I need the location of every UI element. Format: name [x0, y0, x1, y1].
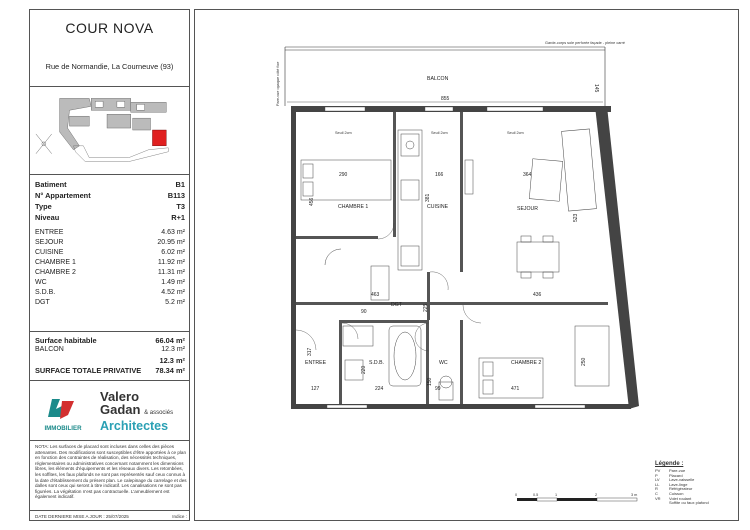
dim: 90: [361, 309, 367, 315]
dim: 166: [435, 172, 444, 178]
divider: [30, 380, 189, 381]
room-area-row: WC 1.49 m²: [35, 279, 185, 286]
spec-batiment: Batiment B1: [35, 180, 185, 189]
spec-type: Type T3: [35, 202, 185, 211]
room-area-row: ENTREE 4.63 m²: [35, 229, 185, 236]
room-sdb: S.D.B.: [369, 360, 384, 366]
project-address: Rue de Normandie, La Courneuve (93): [45, 62, 174, 71]
floor-plan-panel: [194, 9, 739, 521]
dim: 456: [309, 197, 315, 206]
dim: 224: [375, 386, 384, 392]
room-chambre2: CHAMBRE 2: [511, 360, 542, 366]
divider: [30, 174, 189, 175]
balcony-note: Garde-corps sole perforée façade - pleine carré: [545, 41, 625, 45]
room-area-row: CHAMBRE 1 11.92 m²: [35, 259, 185, 266]
divider: [30, 86, 189, 87]
dim: 127: [311, 386, 320, 392]
surface-totale: SURFACE TOTALE PRIVATIVE 78.34 m²: [35, 366, 185, 375]
room-cuisine: CUISINE: [427, 204, 449, 210]
floor-plan: [195, 10, 740, 522]
legend-item: C Cuisson: [655, 490, 684, 496]
dim: 463: [371, 292, 380, 298]
dim: 290: [339, 172, 348, 178]
divider: [30, 331, 189, 332]
update-date: DATE DERNIERE MISE A JOUR : 25/07/2025 Indice :: [35, 514, 187, 519]
seuil-label: Seuil 2cm: [431, 131, 448, 135]
legend-item: LL Lave-linge: [655, 481, 688, 487]
dim-balcon-depth: 145: [593, 84, 599, 93]
divider: [30, 510, 189, 511]
key-plan: [30, 88, 189, 174]
room-dgt: DGT: [391, 302, 402, 308]
dim: 150: [427, 377, 433, 386]
legend-item: PV Pare-vue: [655, 468, 686, 473]
legend-item: P Placard: [655, 472, 683, 478]
dim: 99: [435, 386, 441, 392]
dim: 250: [581, 357, 587, 366]
balcon-label: BALCON: [427, 76, 449, 82]
svg-text:0.5: 0.5: [533, 493, 539, 497]
room-area-row: S.D.B. 4.52 m²: [35, 289, 185, 296]
svg-text:3 m: 3 m: [631, 493, 638, 497]
legal-note: NOTA: Les surfaces de placard sont incluses dans celles des pièces attenantes. Des modifications sont susceptibles d'être apportées à ce plan en fonction des contraintes de réalisation, des nécessités techniques, réglementaires ou administratives concernant notamment les dimensions libres, les éléments d'équipements et les réseaux divers. Les retombées, les soffites, les faux plafonds ne sont pas représentés sauf ceux connus à la date d'établissement du présent plan. Le calepinage du carrelage et des dalles sont ceux qui seront à titre indicatif. Les canalisations ne sont pas figurées. La végétation n'est pas contractuelle. L'ameublement est également indicatif.: [35, 444, 187, 500]
room-sejour: SEJOUR: [517, 206, 539, 212]
room-entree: ENTREE: [305, 360, 327, 366]
divider: [30, 440, 189, 441]
dim: 317: [307, 347, 313, 356]
surface-habitable: Surface habitable 66.04 m²: [35, 336, 185, 345]
dim-balcon-width: 855: [441, 96, 450, 102]
info-panel: [29, 9, 190, 521]
legend-item: R Réfrigérateur: [655, 486, 693, 492]
dim: 436: [533, 292, 542, 298]
room-chambre1: CHAMBRE 1: [338, 204, 369, 210]
seuil-label: Seuil 2cm: [335, 131, 352, 135]
surface-balcon-total: 12.3 m²: [159, 356, 185, 365]
room-area-row: SEJOUR 20.95 m²: [35, 239, 185, 246]
legend-item: VR Volet roulant: [655, 495, 692, 501]
surface-balcon: BALCON 12.3 m²: [35, 346, 185, 353]
scale-bar: [515, 493, 637, 501]
pare-vue-note: Pare-vue opaque côté fixe: [276, 61, 280, 106]
spec-appartement: N° Appartement B113: [35, 191, 185, 200]
legend-item: Soffite ou faux plafond: [669, 500, 709, 506]
dim: 381: [425, 193, 431, 202]
room-area-row: CUISINE 6.02 m²: [35, 249, 185, 256]
svg-text:0: 0: [515, 493, 518, 497]
architect-logo: Valero Gadan & associés Architectes: [100, 389, 174, 433]
dim: 220: [361, 365, 367, 374]
svg-text:2: 2: [595, 493, 598, 497]
legend-item: LV Lave-vaisselle: [655, 477, 695, 483]
svg-text:1: 1: [555, 493, 558, 497]
room-area-row: DGT 5.2 m²: [35, 299, 185, 306]
room-area-row: CHAMBRE 2 11.31 m²: [35, 269, 185, 276]
project-title: COUR NOVA: [65, 20, 154, 36]
room-wc: WC: [439, 360, 448, 366]
apartment-highlight: [152, 130, 166, 146]
dim: 523: [573, 213, 579, 222]
credit-agricole-logo: IMMOBILIER: [38, 395, 88, 435]
seuil-label: Seuil 2cm: [507, 131, 524, 135]
legend: Légende : PV Pare-vue P Placard LV Lave-vaisselle LL Lave-linge R Réfrigérateur C Cuisson VR Volet roulant Soffite ou faux plafond: [655, 461, 735, 506]
dim: 225: [423, 303, 429, 312]
dim: 471: [511, 386, 520, 392]
spec-niveau: Niveau R+1: [35, 213, 185, 222]
dim: 364: [523, 172, 532, 178]
